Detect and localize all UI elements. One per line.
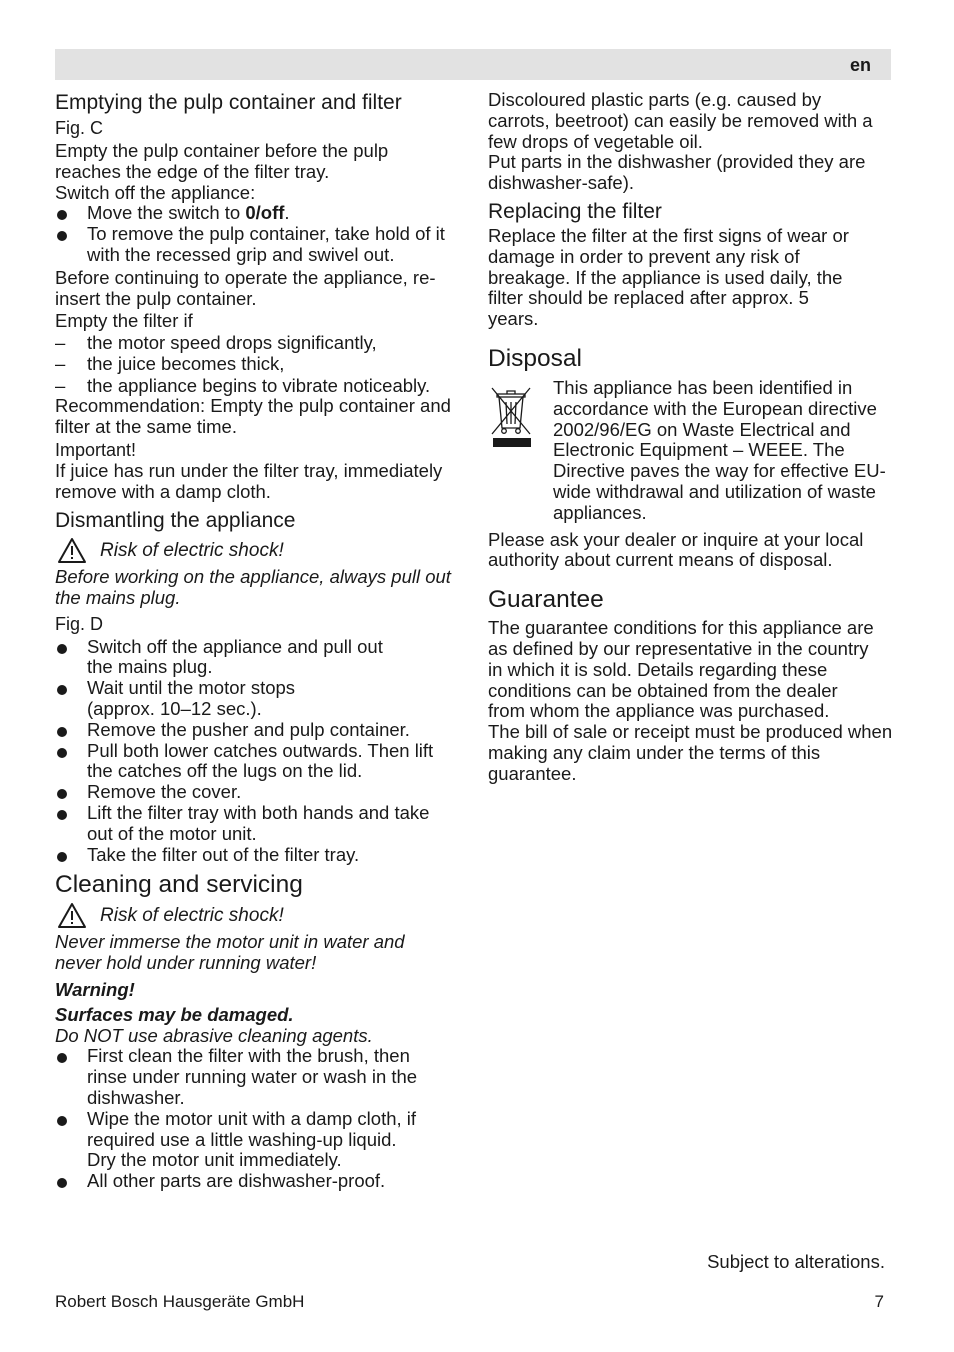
heading-dismantling: Dismantling the appliance: [55, 508, 296, 532]
paragraph-replace-filter: Replace the filter at the first signs of wear or damage in order to prevent any risk of breakage. If the appliance is used daily, the filter should be replaced after approx. 5 years.: [488, 224, 849, 330]
paragraph-empty-filter-if: Empty the filter if: [55, 310, 193, 332]
paragraph-before-working: Before working on the appliance, always pull out the mains plug.: [55, 565, 451, 608]
dash-item-juice-thick: – the juice becomes thick,: [55, 353, 475, 374]
dash-item-motor-speed: – the motor speed drops significantly,: [55, 332, 475, 353]
dismantle-step: Remove the pusher and pulp container.: [55, 720, 475, 741]
language-code: en: [849, 55, 871, 75]
risk-electric-shock-text: Risk of electric shock!: [100, 539, 284, 561]
paragraph-discoloured: Discoloured plastic parts (e.g. caused by carrots, beetroot) can easily be removed with a few drops of vegetable oil.: [488, 89, 873, 152]
paragraph-important: If juice has run under the filter tray, immediately remove with a damp cloth.: [55, 460, 443, 503]
paragraph-dishwasher: Put parts in the dishwasher (provided they are dishwasher-safe).: [488, 151, 866, 194]
important-label: Important!: [55, 440, 137, 461]
paragraph-bill-of-sale: The bill of sale or receipt must be produced when making any claim under the terms of this guarantee.: [488, 721, 893, 784]
heading-replacing-filter: Replacing the filter: [488, 199, 662, 223]
bullet-text-end: .: [284, 202, 290, 224]
heading-emptying: Emptying the pulp container and filter: [55, 91, 402, 114]
heading-disposal: Disposal: [488, 344, 582, 372]
risk-electric-shock-text: Risk of electric shock!: [100, 905, 284, 927]
heading-cleaning: Cleaning and servicing: [55, 871, 303, 899]
weee-block: [488, 378, 898, 524]
fig-d-label: Fig. D: [55, 613, 104, 634]
left-column: [55, 90, 475, 1192]
paragraph-ask-dealer: Please ask your dealer or inquire at your local authority about current means of disposal.: [488, 528, 864, 571]
dismantle-step: Lift the filter tray with both hands and take out of the motor unit.: [55, 803, 450, 845]
subject-to-alterations: Subject to alterations.: [707, 1251, 885, 1272]
dismantle-step: Switch off the appliance and pull out the mains plug.: [55, 637, 405, 679]
bullet-remove-container: To remove the pulp container, take hold of it with the recessed grip and swivel out.: [55, 224, 455, 266]
paragraph-switch-off: Switch off the appliance:: [55, 181, 256, 203]
warning-row-dismantle: [55, 537, 475, 567]
warning-triangle-icon: [57, 902, 87, 929]
right-column: [488, 90, 898, 785]
crossed-out-bin-icon: [488, 384, 536, 450]
cleaning-step: First clean the filter with the brush, then rinse under running water or wash in the dishwasher.: [55, 1046, 425, 1108]
dismantle-step: Take the filter out of the filter tray.: [55, 845, 475, 866]
paragraph-weee: This appliance has been identified in accordance with the European directive 2002/96/EG on Waste Electrical and Electronic Equipment – WEEE. The Directive paves the way for effective EU-wide withdrawal and utilization of waste appliances.: [553, 376, 886, 523]
cleaning-step: All other parts are dishwasher-proof.: [55, 1171, 475, 1192]
dash-item-vibrate: – the appliance begins to vibrate noticeably.: [55, 375, 485, 396]
warning-label: Warning!: [55, 978, 135, 1000]
dismantle-step: Remove the cover.: [55, 782, 475, 803]
paragraph-guarantee-conditions: The guarantee conditions for this appliance are as defined by our representative in the country in which it is sold. Details regarding these conditions can be obtained from the dealer from whom the appliance was purchased.: [488, 617, 874, 722]
page-number: 7: [874, 1292, 884, 1311]
dismantle-step: Pull both lower catches outwards. Then lift the catches off the lugs on the lid.: [55, 741, 455, 783]
cleaning-step: Wipe the motor unit with a damp cloth, if required use a little washing-up liquid. Dry the motor unit immediately.: [55, 1109, 425, 1171]
dismantle-step: Wait until the motor stops (approx. 10–12 sec.).: [55, 678, 315, 720]
paragraph-no-abrasive: Do NOT use abrasive cleaning agents.: [55, 1024, 373, 1046]
surfaces-damaged-label: Surfaces may be damaged.: [55, 1003, 294, 1025]
heading-guarantee: Guarantee: [488, 586, 604, 614]
switch-position: 0/off: [245, 202, 285, 224]
warning-row-cleaning: [55, 902, 475, 932]
paragraph-before-continuing: Before continuing to operate the appliance, re-insert the pulp container.: [55, 266, 436, 309]
warning-triangle-icon: [57, 537, 87, 564]
bullet-text: Move the switch to: [87, 202, 246, 224]
paragraph-recommendation: Recommendation: Empty the pulp container and filter at the same time.: [55, 394, 451, 437]
bullet-move-switch: [55, 203, 475, 224]
language-header-bar: [55, 49, 891, 80]
company-name: Robert Bosch Hausgeräte GmbH: [55, 1292, 305, 1311]
paragraph-empty-pulp: Empty the pulp container before the pulp reaches the edge of the filter tray.: [55, 140, 389, 182]
paragraph-never-immerse: Never immerse the motor unit in water and never hold under running water!: [55, 931, 405, 974]
fig-c-label: Fig. C: [55, 118, 104, 138]
